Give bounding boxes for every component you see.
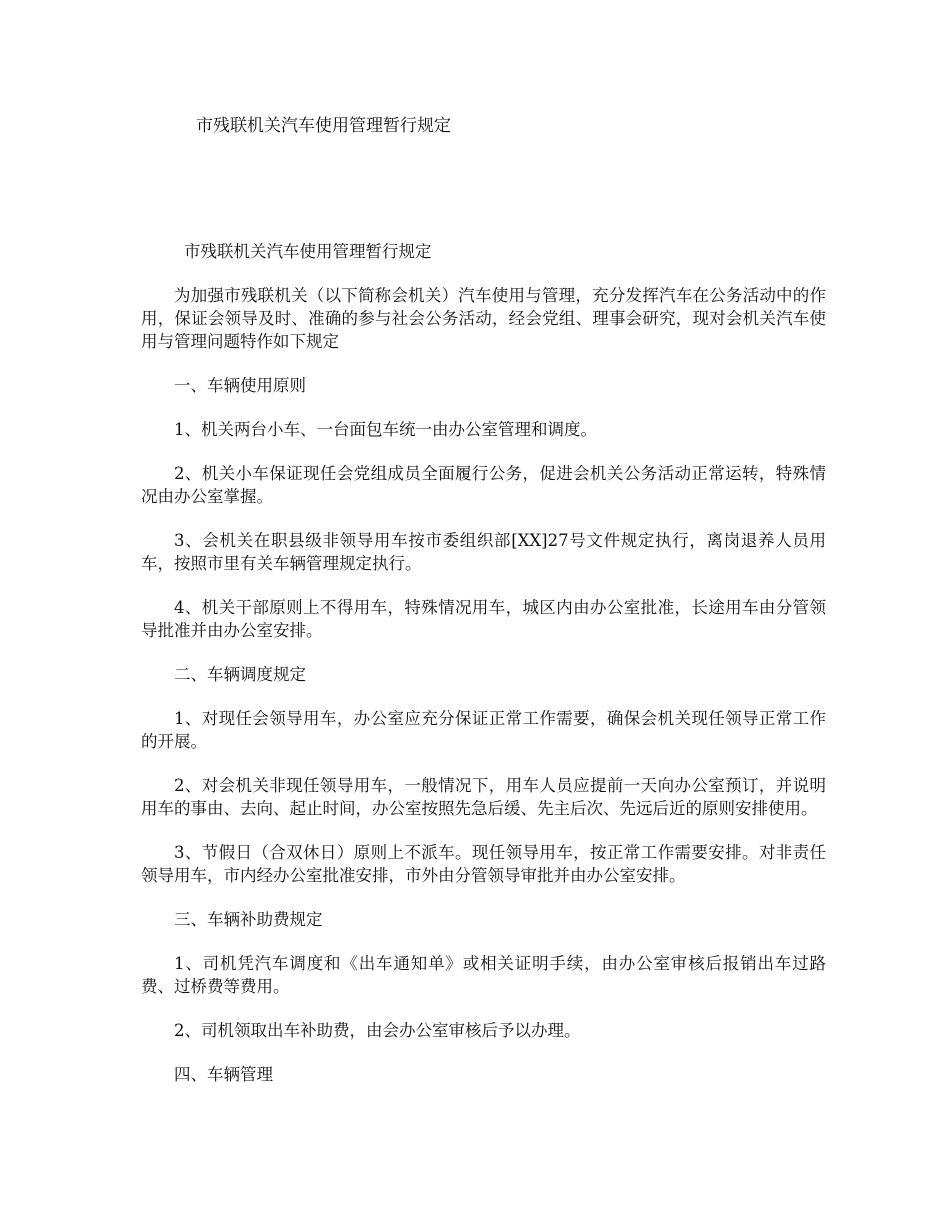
paragraph-3-1: 1、司机凭汽车调度和《出车通知单》或相关证明手续，由办公室审核后报销出车过路费、过桥费等费用。: [141, 954, 826, 996]
paragraph-1-2: 2、机关小车保证现任会党组成员全面履行公务，促进会机关公务活动正常运转，特殊情况由办公室掌握。: [141, 464, 826, 506]
document-body: [141, 240, 826, 1107]
section-heading-1: 一、车辆使用原则: [174, 376, 306, 395]
paragraph-3-2: 2、司机领取出车补助费，由会办公室审核后予以办理。: [174, 1021, 581, 1040]
paragraph-2-1: 1、对现任会领导用车，办公室应充分保证正常工作需要，确保会机关现任领导正常工作的开展。: [141, 709, 826, 751]
paragraph-2-3: 3、节假日（合双休日）原则上不派车。现任领导用车，按正常工作需要安排。对非责任领导用车，市内经办公室批准安排，市外由分管领导审批并由办公室安排。: [141, 843, 826, 885]
paragraph-1-3: 3、会机关在职县级非领导用车按市委组织部[XX]27号文件规定执行，离岗退养人员用车，按照市里有关车辆管理规定执行。: [141, 531, 826, 573]
document-header-title: 市残联机关汽车使用管理暂行规定: [196, 116, 451, 136]
section-heading-3: 三、车辆补助费规定: [174, 910, 323, 929]
paragraph-1-1: 1、机关两台小车、一台面包车统一由办公室管理和调度。: [174, 420, 597, 439]
document-title: 市残联机关汽车使用管理暂行规定: [184, 242, 432, 261]
section-heading-2: 二、车辆调度规定: [174, 665, 306, 684]
paragraph-2-2: 2、对会机关非现任领导用车，一般情况下，用车人员应提前一天向办公室预订，并说明用车的事由、去向、起止时间，办公室按照先急后缓、先主后次、先远后近的原则安排使用。: [141, 776, 826, 818]
paragraph-1-4: 4、机关干部原则上不得用车，特殊情况用车，城区内由办公室批准，长途用车由分管领导批准并由办公室安排。: [141, 598, 826, 640]
intro-paragraph: 为加强市残联机关（以下简称会机关）汽车使用与管理，充分发挥汽车在公务活动中的作用，保证会领导及时、准确的参与社会公务活动，经会党组、理事会研究，现对会机关汽车使用与管理问题特作如下规定: [141, 286, 826, 351]
section-heading-4: 四、车辆管理: [174, 1065, 273, 1084]
